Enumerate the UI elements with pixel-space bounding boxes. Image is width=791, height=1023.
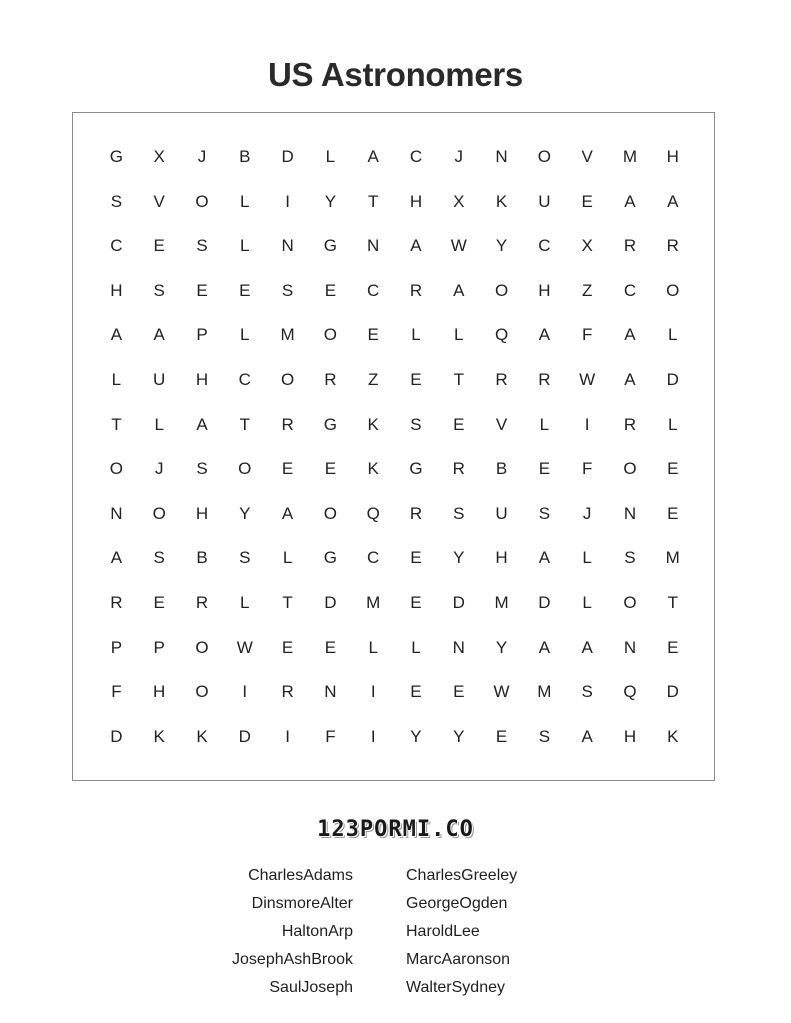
grid-letter: B — [495, 459, 508, 479]
grid-letter: Y — [453, 548, 465, 568]
word-list-item: JosephAshBrook — [232, 951, 353, 968]
grid-letter: S — [624, 548, 636, 568]
grid-letter: O — [280, 369, 295, 389]
grid-letter: W — [493, 682, 510, 702]
grid-letter: R — [195, 592, 209, 612]
grid-letter: L — [668, 414, 678, 434]
grid-letter: A — [581, 637, 593, 657]
grid-letter: E — [410, 548, 422, 568]
grid-letter: F — [581, 325, 593, 345]
grid-letter: X — [453, 191, 465, 211]
grid-letter: E — [410, 369, 422, 389]
grid-letter: T — [453, 369, 464, 389]
grid-letter: Y — [495, 236, 508, 256]
grid-letter: R — [623, 236, 637, 256]
grid-letter: N — [110, 503, 123, 523]
grid-letter: L — [368, 637, 378, 657]
grid-letter: O — [323, 325, 337, 345]
grid-letter: O — [494, 280, 509, 300]
grid-letter: E — [410, 682, 422, 702]
grid-letter: M — [622, 147, 638, 166]
grid-letter: K — [367, 459, 379, 479]
grid-letter: K — [367, 414, 379, 434]
grid-letter: L — [454, 325, 464, 345]
grid-letter: E — [239, 280, 251, 300]
grid-letter: N — [452, 637, 465, 657]
grid-letter: H — [153, 682, 166, 702]
grid-letter: R — [409, 280, 423, 300]
grid-letter: B — [239, 147, 251, 166]
grid-letter: W — [579, 369, 596, 389]
word-list-item: MarcAaronson — [406, 951, 511, 968]
grid-letter: N — [495, 147, 508, 166]
grid-letter: S — [453, 503, 465, 523]
grid-letter: N — [623, 637, 637, 657]
grid-letter: G — [323, 548, 337, 568]
grid-letter: I — [242, 682, 248, 702]
word-list-item: WalterSydney — [406, 979, 505, 996]
grid-letter: E — [410, 592, 422, 612]
grid-letter: J — [454, 147, 464, 166]
grid-letter: A — [538, 637, 551, 657]
letter-grid — [95, 135, 694, 759]
grid-letter: W — [236, 637, 253, 657]
grid-letter: T — [367, 191, 379, 211]
grid-letter: E — [367, 325, 379, 345]
grid-letter: R — [281, 682, 294, 702]
grid-letter: S — [153, 280, 165, 300]
grid-letter: S — [538, 726, 551, 746]
grid-letter: S — [581, 682, 593, 702]
grid-letter: F — [325, 726, 336, 746]
grid-letter: D — [281, 147, 294, 166]
grid-letter: A — [667, 191, 679, 211]
grid-letter: D — [110, 726, 123, 746]
grid-letter: E — [667, 637, 679, 657]
grid-letter: R — [452, 459, 465, 479]
grid-letter: M — [665, 548, 680, 568]
grid-letter: P — [110, 637, 123, 657]
grid-letter: F — [111, 682, 122, 702]
grid-letter: A — [538, 325, 551, 345]
grid-letter: E — [281, 637, 294, 657]
grid-letter: K — [495, 191, 508, 211]
grid-letter: N — [367, 236, 380, 256]
grid-letter: S — [281, 280, 294, 300]
grid-letter: M — [537, 682, 552, 702]
grid-letter: O — [537, 147, 551, 166]
grid-letter: F — [581, 459, 593, 479]
grid-letter: H — [195, 369, 209, 389]
grid-letter: A — [581, 726, 593, 746]
grid-letter: G — [109, 147, 124, 166]
grid-letter: N — [324, 682, 337, 702]
grid-letter: D — [452, 592, 465, 612]
grid-letter: O — [323, 503, 337, 523]
grid-letter: O — [195, 191, 209, 211]
word-list-item: HaltonArp — [281, 923, 353, 940]
grid-letter: L — [111, 369, 122, 389]
grid-letter: Z — [367, 369, 379, 389]
grid-letter: A — [538, 548, 551, 568]
grid-letter: L — [325, 147, 336, 166]
grid-letter: G — [323, 236, 337, 256]
grid-letter: R — [495, 369, 508, 389]
grid-letter: O — [195, 637, 209, 657]
grid-letter: O — [195, 682, 209, 702]
grid-letter: Y — [324, 191, 337, 211]
grid-letter: H — [666, 147, 679, 166]
grid-letter: S — [110, 191, 123, 211]
grid-letter: O — [623, 459, 637, 479]
grid-letter: H — [495, 548, 508, 568]
grid-letter: L — [240, 325, 250, 345]
grid-letter: H — [623, 726, 637, 746]
grid-letter: E — [453, 682, 465, 702]
grid-letter: H — [195, 503, 209, 523]
grid-letter: K — [196, 726, 208, 746]
grid-letter: A — [196, 414, 208, 434]
grid-letter: L — [240, 236, 250, 256]
grid-letter: E — [538, 459, 551, 479]
grid-letter: M — [366, 592, 381, 612]
grid-letter: J — [582, 503, 592, 523]
grid-letter: T — [667, 592, 678, 612]
grid-letter: E — [324, 280, 337, 300]
grid-letter: X — [581, 236, 593, 256]
grid-letter: N — [623, 503, 637, 523]
grid-letter: A — [453, 280, 465, 300]
grid-letter: A — [281, 503, 294, 523]
word-list-right — [406, 862, 626, 1002]
grid-letter: M — [280, 325, 295, 345]
grid-letter: G — [323, 414, 337, 434]
grid-letter: E — [667, 503, 679, 523]
grid-letter: R — [538, 369, 551, 389]
grid-letter: C — [623, 280, 637, 300]
grid-letter: S — [239, 548, 251, 568]
grid-letter: L — [539, 414, 550, 434]
grid-letter: E — [153, 236, 165, 256]
grid-letter: L — [411, 637, 421, 657]
grid-letter: A — [410, 236, 422, 256]
grid-letter: J — [154, 459, 164, 479]
grid-letter: L — [240, 592, 250, 612]
grid-letter: L — [240, 191, 250, 211]
grid-letter: S — [538, 503, 551, 523]
grid-letter: E — [153, 592, 165, 612]
grid-letter: D — [538, 592, 551, 612]
word-list-item: CharlesAdams — [248, 867, 353, 884]
grid-letter: E — [324, 459, 337, 479]
grid-letter: R — [324, 369, 337, 389]
grid-letter: L — [668, 325, 678, 345]
grid-letter: H — [538, 280, 551, 300]
grid-letter: Q — [623, 682, 637, 702]
grid-letter: V — [153, 191, 165, 211]
grid-letter: Y — [410, 726, 422, 746]
grid-letter: D — [666, 369, 679, 389]
grid-letter: H — [110, 280, 123, 300]
grid-letter: S — [410, 414, 422, 434]
brand-logo: 123PORMI.CO — [317, 817, 474, 842]
grid-letter: X — [153, 147, 165, 166]
grid-letter: S — [153, 548, 165, 568]
grid-letter: U — [495, 503, 508, 523]
grid-letter: P — [153, 637, 165, 657]
grid-letter: A — [367, 147, 379, 166]
grid-letter: C — [367, 280, 380, 300]
grid-letter: C — [110, 236, 123, 256]
grid-letter: A — [624, 191, 636, 211]
grid-letter: J — [197, 147, 207, 166]
grid-letter: P — [196, 325, 208, 345]
grid-letter: I — [285, 726, 290, 746]
grid-letter: E — [196, 280, 208, 300]
grid-letter: C — [538, 236, 551, 256]
grid-letter: Z — [581, 280, 593, 300]
word-list-item: HaroldLee — [406, 923, 480, 940]
grid-letter: K — [667, 726, 679, 746]
grid-letter: D — [666, 682, 679, 702]
grid-letter: M — [494, 592, 509, 612]
grid-letter: O — [109, 459, 124, 479]
grid-letter: L — [411, 325, 421, 345]
grid-letter: Y — [495, 637, 508, 657]
grid-letter: E — [453, 414, 465, 434]
grid-letter: I — [370, 682, 376, 702]
grid-letter: A — [153, 325, 165, 345]
grid-letter: T — [282, 592, 293, 612]
grid-letter: B — [196, 548, 208, 568]
grid-letter: G — [409, 459, 423, 479]
word-list-item: SaulJoseph — [269, 979, 353, 996]
grid-letter: I — [584, 414, 590, 434]
grid-letter: R — [623, 414, 637, 434]
grid-letter: K — [153, 726, 165, 746]
grid-letter: Y — [239, 503, 251, 523]
word-list-item: GeorgeOgden — [406, 895, 508, 912]
grid-letter: O — [666, 280, 680, 300]
grid-letter: S — [196, 459, 208, 479]
grid-letter: I — [370, 726, 376, 746]
grid-letter: Q — [366, 503, 380, 523]
grid-letter: O — [152, 503, 166, 523]
page-title: US Astronomers — [268, 56, 523, 93]
grid-letter: D — [238, 726, 251, 746]
grid-letter: I — [285, 191, 290, 211]
grid-letter: Q — [494, 325, 509, 345]
word-list-item: DinsmoreAlter — [251, 895, 353, 912]
grid-letter: R — [666, 236, 679, 256]
grid-letter: C — [409, 147, 423, 166]
grid-letter: E — [495, 726, 508, 746]
grid-letter: N — [281, 236, 294, 256]
grid-letter: E — [324, 637, 337, 657]
grid-letter: T — [111, 414, 122, 434]
grid-letter: L — [582, 592, 592, 612]
grid-letter: O — [238, 459, 252, 479]
grid-letter: C — [367, 548, 380, 568]
grid-letter: A — [110, 548, 123, 568]
grid-letter: R — [409, 503, 423, 523]
grid-letter: E — [281, 459, 294, 479]
grid-letter: V — [495, 414, 508, 434]
grid-letter: S — [196, 236, 208, 256]
word-list-item: CharlesGreeley — [406, 867, 518, 884]
grid-letter: T — [239, 414, 250, 434]
grid-letter: D — [324, 592, 337, 612]
grid-letter: V — [581, 147, 593, 166]
grid-letter: W — [450, 236, 467, 256]
grid-letter: L — [582, 548, 592, 568]
grid-letter: H — [409, 191, 423, 211]
grid-letter: A — [110, 325, 123, 345]
grid-letter: Y — [453, 726, 465, 746]
grid-letter: L — [282, 548, 293, 568]
grid-letter: C — [238, 369, 251, 389]
word-search-grid-frame — [72, 112, 715, 781]
grid-letter: E — [581, 191, 593, 211]
grid-letter: U — [538, 191, 551, 211]
grid-letter: R — [281, 414, 294, 434]
grid-letter: O — [623, 592, 637, 612]
grid-letter: L — [154, 414, 164, 434]
word-list-left — [150, 862, 353, 1002]
grid-letter: A — [624, 369, 636, 389]
grid-letter: A — [624, 325, 636, 345]
grid-letter: R — [110, 592, 123, 612]
grid-letter: E — [667, 459, 679, 479]
grid-letter: U — [153, 369, 166, 389]
